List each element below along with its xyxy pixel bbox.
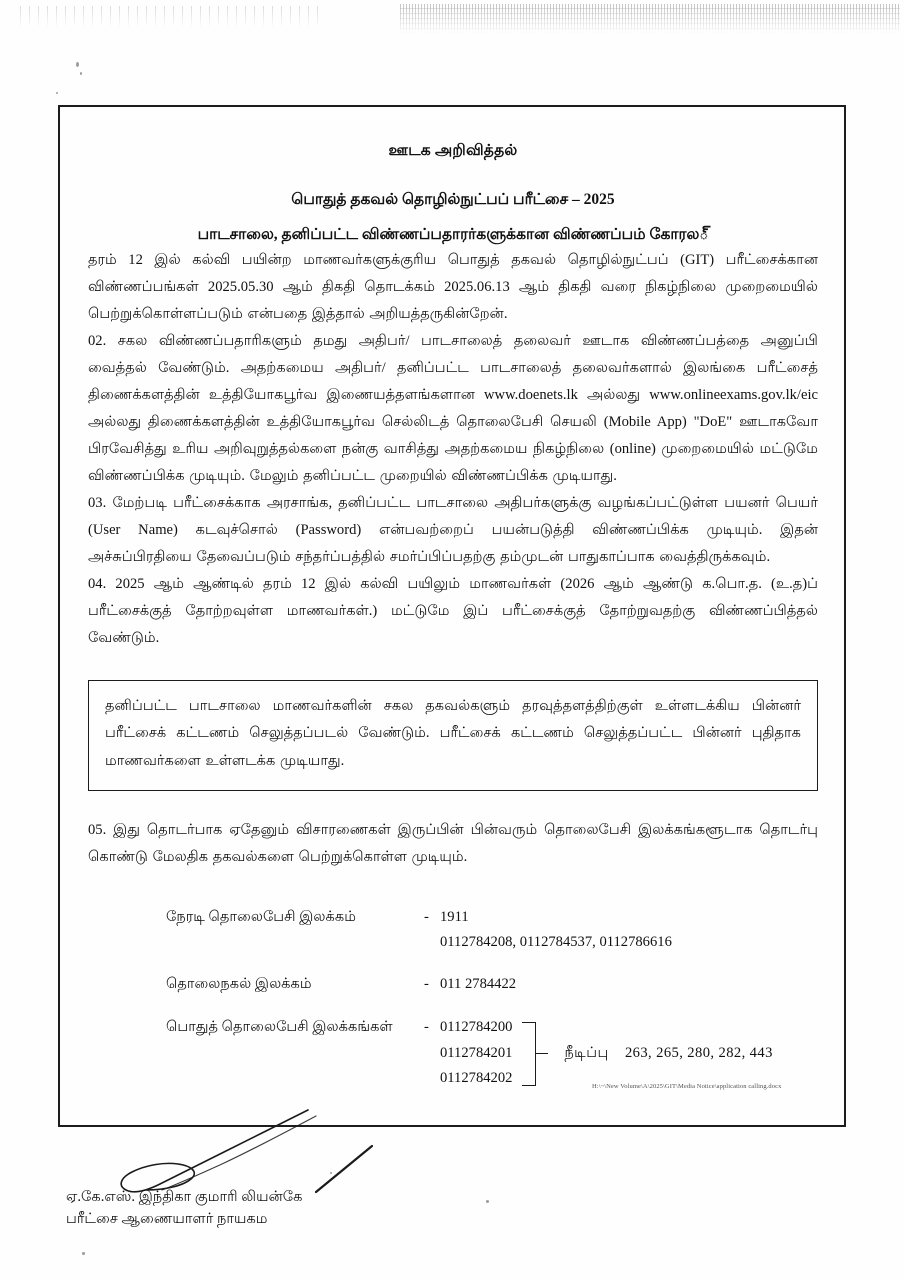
contact-label: நேரடி தொலைபேசி இலக்கம் (166, 908, 356, 925)
scan-speck (80, 72, 82, 75)
contact-separator: - (424, 1019, 429, 1036)
scan-speck (56, 92, 58, 94)
application-subtitle-heading: பாடசாலை, தனிப்பட்ட விண்ணப்பதாரர்களுக்கான விண்ணப்பம் கோரல్ (197, 226, 709, 243)
scan-speck (82, 1252, 85, 1255)
document-file-path: H:\~\New Volume\A\2025\GIT\Media Notice\application calling.docx (592, 1083, 782, 1090)
contact-value: 011 2784422 (440, 976, 517, 993)
contact-label: பொதுத் தொலைபேசி இலக்கங்கள் (166, 1019, 393, 1036)
contact-row-fax (166, 972, 818, 997)
paragraph-02: 02. சகல விண்ணப்பதாரிகளும் தமது அதிபர்/ பாடசாலைத் தலைவர் ஊடாக விண்ணப்பத்தை அனுப்பி வைத்தல் வேண்டும். அதற்கமைய அதிபர்/ தனிப்பட்ட பாடசாலைத் தலைவர்களால் இலங்கை பரீட்சைத் திணைக்களத்தின் உத்தியோகபூர்வ இணையத்தளங்களான www.doenets.lk அல்லது www.onlineexams.gov.lk/eic அல்லது திணைக்களத்தின் உத்தியோகபூர்வ செல்லிடத் தொலைபேசி செயலி (Mobile App) "DoE" ஊடாகவோ பிரவேசித்து உரிய அறிவுறுத்தல்களை நன்கு வாசித்து அதற்கமைய நிகழ்நிலை (online) முறைமையில் மட்டுமே விண்ணப்பிக்க முடியும். மேலும் தனிப்பட்ட முறையில் விண்ணப்பிக்க முடியாது. (88, 332, 818, 484)
contact-value: 0112784208, 0112784537, 0112786616 (440, 933, 672, 950)
paragraph-04: 04. 2025 ஆம் ஆண்டில் தரம் 12 இல் கல்வி பயிலும் மாணவர்கள் (2026 ஆம் ஆண்டு க.பொ.த. (உ.த)ப் பரீட்சைக்குத் தோற்றவுள்ள மாணவர்கள்.) மட்டுமே இப் பரீட்சைக்குத் தோற்றுவதற்கு விண்ணப்பித்தல் வேண்டும். (88, 575, 818, 646)
signature-block (66, 1122, 818, 1232)
media-notice-heading: ஊடக அறிவித்தல் (388, 142, 518, 159)
contact-row-direct-phone (166, 905, 818, 955)
contact-details-block (166, 905, 818, 1092)
general-phone-numbers (440, 1015, 512, 1092)
scan-noise-top (400, 4, 900, 34)
contact-value: 1911 (440, 908, 469, 925)
scan-noise-top-left (20, 6, 320, 28)
contact-values (440, 972, 516, 997)
document-content (66, 128, 818, 1232)
notice-box-text: தனிப்பட்ட பாடசாலை மாணவர்களின் சகல தகவல்களும் தரவுத்தளத்திற்குள் உள்ளடக்கிய பின்னர் பரீட்சைக் கட்டணம் செலுத்தப்படல் வேண்டும். பரீட்சைக் கட்டணம் செலுத்தப்பட்ட பின்னர் புதிதாக மாணவர்களை உள்ளடக்க முடியாது. (105, 697, 801, 770)
signatory-details (66, 1186, 302, 1231)
paragraph-03: 03. மேற்படி பரீட்சைக்காக அரசாங்க, தனிப்பட்ட பாடசாலை அதிபர்களுக்கு வழங்கப்பட்டுள்ள பயனர் பெயர் (User Name) கடவுச்சொல் (Password) என்பவற்றைப் பயன்படுத்தி விண்ணப்பிக்க முடியும். இதன் அச்சுப்பிரதியை தேவைப்படும் சந்தர்ப்பத்தில் சமர்ப்பிப்பதற்கு தம்முடன் பாதுகாப்பாக வைத்திருக்கவும். (88, 494, 818, 565)
contact-separator: - (424, 908, 429, 925)
contact-row-general-phones (166, 1015, 818, 1092)
general-numbers-with-extension (440, 1015, 773, 1092)
exam-title-heading: பொதுத் தகவல் தொழில்நுட்பப் பரீட்சை – 2025 (291, 191, 615, 208)
contact-value: 0112784202 (440, 1070, 513, 1087)
paragraph-05: 05. இது தொடர்பாக ஏதேனும் விசாரணைகள் இருப்பின் பின்வரும் தொலைபேசி இலக்கங்களூடாக தொடர்பு கொண்டு மேலதிக தகவல்களை பெற்றுக்கொள்ள முடியும். (88, 821, 818, 865)
contact-value: 0112784201 (440, 1044, 513, 1061)
contact-values (440, 905, 672, 955)
contact-separator: - (424, 976, 429, 993)
signatory-designation: பரீட்சை ஆணையாளர் நாயகம (66, 1211, 268, 1228)
highlighted-notice-box (88, 680, 818, 791)
scan-speck (76, 62, 79, 67)
extension-info (564, 1045, 772, 1063)
contact-label: தொலைநகல் இலக்கம் (166, 976, 312, 993)
extension-label: நீடிப்பு (564, 1044, 609, 1061)
signatory-name: ஏ.கே.எஸ். இந்திகா குமாரி லியன்கே (66, 1188, 303, 1205)
contact-value: 0112784200 (440, 1019, 513, 1036)
curly-brace-icon (522, 1022, 548, 1086)
paragraph-intro: தரம் 12 இல் கல்வி பயின்ற மாணவர்களுக்குரிய பொதுத் தகவல் தொழில்நுட்பப் (GIT) பரீட்சைக்கான விண்ணப்பங்கள் 2025.05.30 ஆம் திகதி தொடக்கம் 2025.06.13 ஆம் திகதி வரை நிகழ்நிலை முறைமையில் பெற்றுக்கொள்ளப்படும் என்பதை இத்தால் அறியத்தருகின்றேன். (88, 252, 818, 322)
extension-numbers: 263, 265, 280, 282, 443 (624, 1044, 773, 1061)
